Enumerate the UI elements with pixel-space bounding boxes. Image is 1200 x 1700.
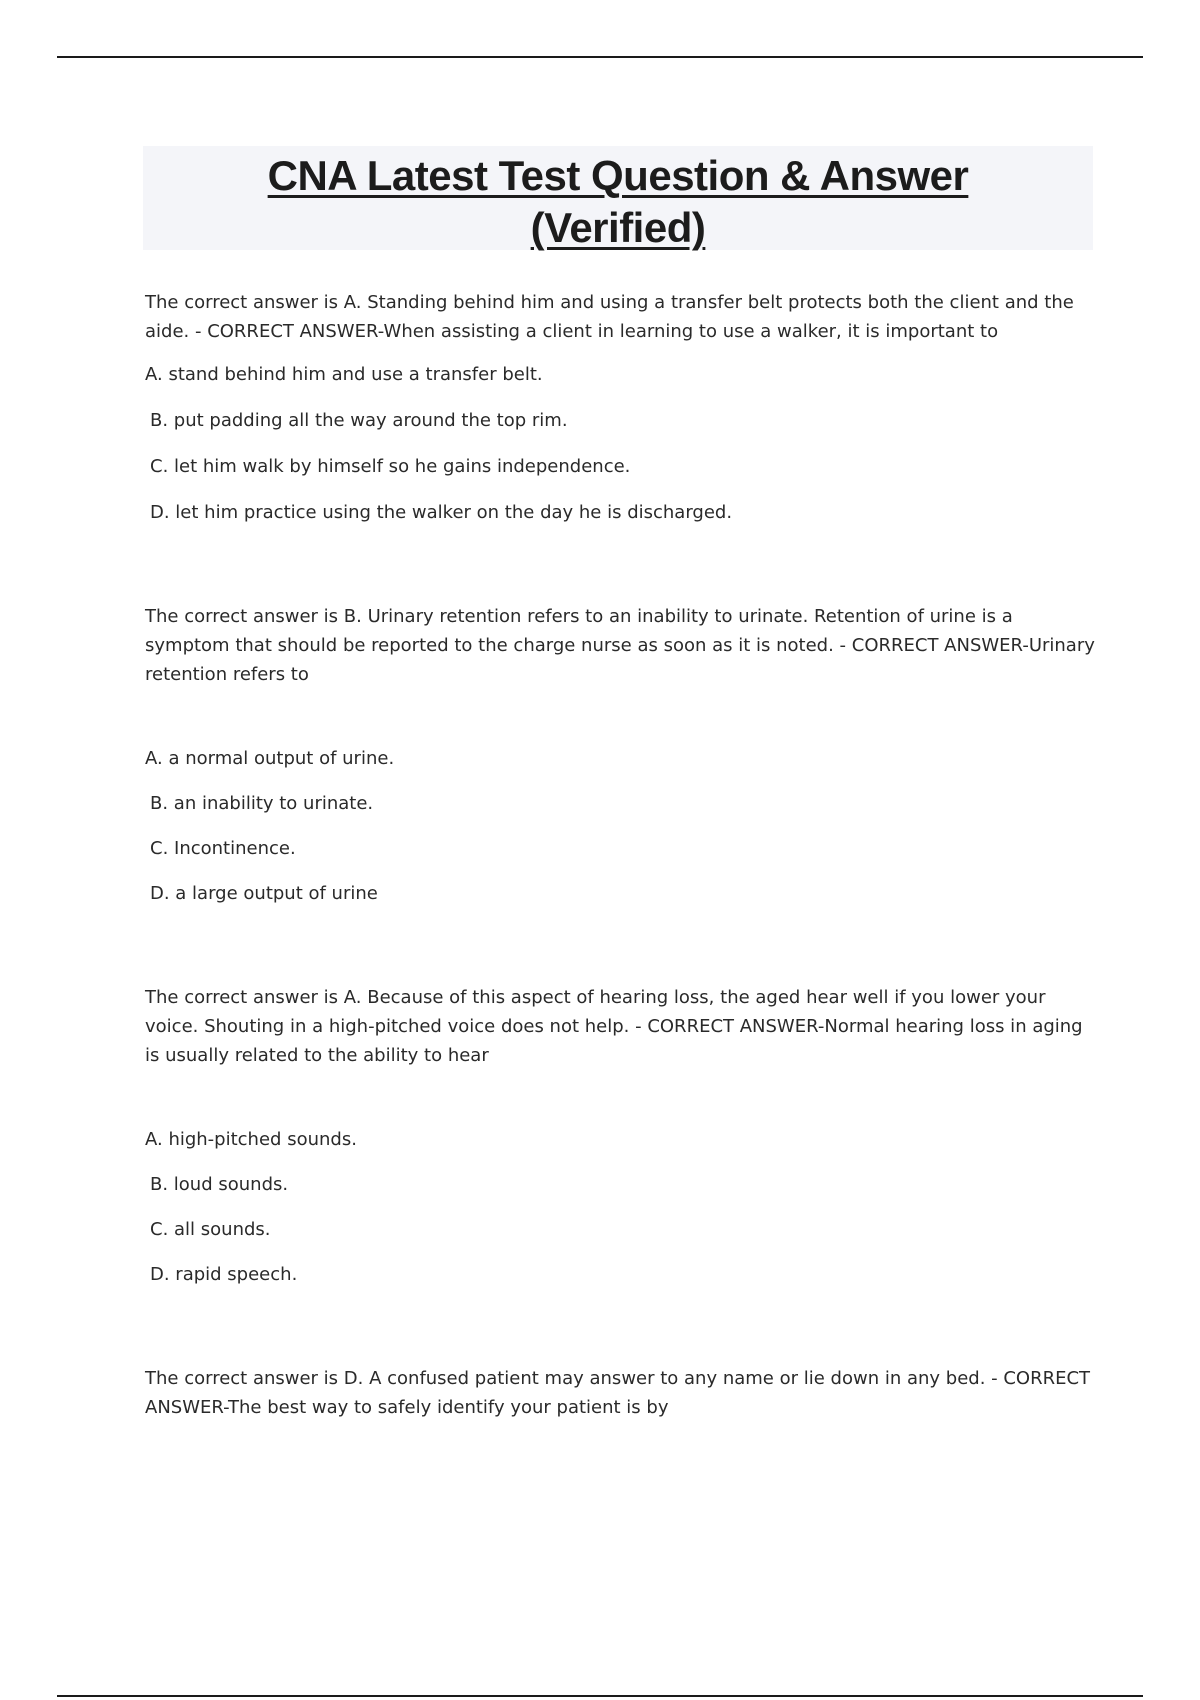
footer-rule xyxy=(57,1695,1143,1697)
document-body xyxy=(145,288,1095,1422)
title-banner xyxy=(143,146,1093,250)
option-c: C. all sounds. xyxy=(150,1219,271,1240)
document-title xyxy=(143,146,1093,254)
title-line-2: (Verified) xyxy=(530,204,706,251)
question-block-1 xyxy=(145,288,1095,527)
question-text: The correct answer is A. Standing behind him and using a transfer belt protects both the client and the aide. - CORRECT ANSWER-When assisting a client in learning to use a walker, it is important to xyxy=(145,292,1074,342)
question-block-4 xyxy=(145,1364,1095,1422)
title-line-1: CNA Latest Test Question & Answer xyxy=(267,152,969,199)
option-b: B. loud sounds. xyxy=(150,1174,289,1195)
option-a: A. high-pitched sounds. xyxy=(145,1129,357,1150)
option-d: D. a large output of urine xyxy=(150,883,378,904)
option-b: B. put padding all the way around the top rim. xyxy=(150,410,568,431)
question-block-3 xyxy=(145,983,1095,1289)
question-text: The correct answer is A. Because of this aspect of hearing loss, the aged hear well if you lower your voice. Shouting in a high-pitched voice does not help. - CORRECT ANSWER-Normal hearing loss in aging is usually related to the ability to hear xyxy=(145,987,1083,1066)
option-d: D. rapid speech. xyxy=(150,1264,298,1285)
question-text: The correct answer is B. Urinary retention refers to an inability to urinate. Retention of urine is a symptom that should be reported to the charge nurse as soon as it is noted. - CORRECT ANSWER-Urinary retention refers to xyxy=(145,606,1095,685)
option-c: C. let him walk by himself so he gains independence. xyxy=(150,456,631,477)
answer-options xyxy=(145,744,1095,908)
question-block-2 xyxy=(145,602,1095,908)
option-d: D. let him practice using the walker on the day he is discharged. xyxy=(150,502,733,523)
option-b: B. an inability to urinate. xyxy=(150,793,374,814)
option-c: C. Incontinence. xyxy=(150,838,296,859)
option-a: A. a normal output of urine. xyxy=(145,748,395,769)
answer-options xyxy=(145,1125,1095,1289)
question-text: The correct answer is D. A confused patient may answer to any name or lie down in any bed. - CORRECT ANSWER-The best way to safely identify your patient is by xyxy=(145,1368,1091,1418)
answer-options xyxy=(145,360,1095,527)
header-rule xyxy=(57,56,1143,58)
option-a: A. stand behind him and use a transfer belt. xyxy=(145,364,543,385)
